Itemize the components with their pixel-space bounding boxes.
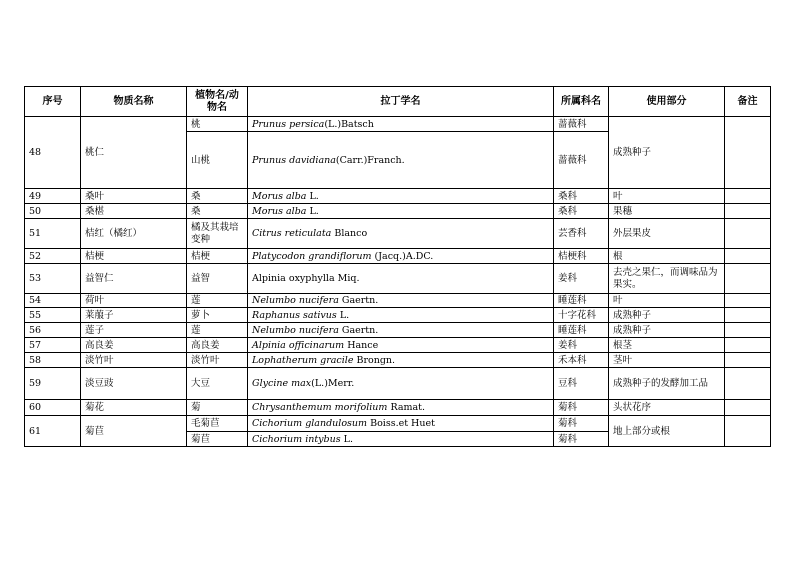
table-row (25, 294, 771, 308)
seq-cell: 60 (25, 400, 81, 416)
name-cell: 莲子 (81, 323, 187, 338)
plant-cell: 淡竹叶 (187, 353, 248, 368)
note-cell (725, 264, 771, 294)
family-cell: 菊科 (554, 400, 609, 416)
latin-genus-species: Cichorium intybus (252, 433, 341, 445)
family-cell: 桔梗科 (554, 249, 609, 264)
table-row (25, 264, 771, 294)
seq-cell: 50 (25, 204, 81, 219)
family-cell: 蔷薇科 (554, 117, 609, 132)
latin-genus-species: Chrysanthemum morifolium (252, 402, 388, 413)
header-seq: 序号 (25, 87, 81, 117)
latin-cell (248, 432, 554, 447)
latin-genus-species: Morus alba (252, 205, 307, 217)
latin-author: L. (306, 190, 319, 202)
name-cell: 莱菔子 (81, 308, 187, 323)
header-latin: 拉丁学名 (248, 87, 554, 117)
seq-cell: 52 (25, 249, 81, 264)
latin-cell (248, 264, 554, 294)
family-cell: 睡莲科 (554, 323, 609, 338)
table-body (25, 117, 771, 447)
latin-cell (248, 132, 554, 189)
part-cell: 叶 (609, 294, 725, 308)
table-row (25, 308, 771, 323)
family-cell: 睡莲科 (554, 294, 609, 308)
plant-cell: 橘及其栽培变种 (187, 219, 248, 249)
latin-genus-species: Glycine max (252, 378, 312, 389)
latin-genus-species: Alpinia officinarum (252, 339, 345, 351)
name-cell: 桔梗 (81, 249, 187, 264)
part-cell: 根 (609, 249, 725, 264)
latin-author: Gaertn. (338, 295, 379, 306)
note-cell (725, 294, 771, 308)
family-cell: 姜科 (554, 338, 609, 353)
part-cell: 成熟种子 (609, 323, 725, 338)
latin-author: Ramat. (387, 402, 425, 413)
seq-cell: 54 (25, 294, 81, 308)
family-cell: 菊科 (554, 416, 609, 432)
seq-cell: 48 (25, 117, 81, 189)
seq-cell: 55 (25, 308, 81, 323)
part-cell: 果穗 (609, 204, 725, 219)
note-cell (725, 204, 771, 219)
part-cell: 成熟种子的发酵加工品 (609, 368, 725, 400)
latin-genus-species: Nelumbo nucifera (252, 324, 339, 336)
plant-cell: 高良姜 (187, 338, 248, 353)
table-row (25, 416, 771, 432)
plant-cell: 桔梗 (187, 249, 248, 264)
latin-author: Alpinia oxyphylla Miq. (252, 273, 360, 284)
latin-genus-species: Platycodon grandiflorum (252, 250, 372, 262)
plant-cell: 山桃 (187, 132, 248, 189)
note-cell (725, 323, 771, 338)
name-cell: 桑叶 (81, 189, 187, 204)
latin-author: (Jacq.)A.DC. (371, 250, 434, 262)
name-cell: 淡竹叶 (81, 353, 187, 368)
plant-cell: 桃 (187, 117, 248, 132)
plant-cell: 莲 (187, 323, 248, 338)
part-cell: 去壳之果仁，而调味品为果实。 (609, 264, 725, 294)
latin-cell (248, 368, 554, 400)
seq-cell: 58 (25, 353, 81, 368)
table-row (25, 117, 771, 132)
header-row (25, 87, 771, 117)
latin-cell (248, 308, 554, 323)
plant-cell: 桑 (187, 189, 248, 204)
note-cell (725, 249, 771, 264)
latin-genus-species: Cichorium glandulosum (252, 418, 368, 429)
family-cell: 芸香科 (554, 219, 609, 249)
note-cell (725, 117, 771, 189)
note-cell (725, 400, 771, 416)
family-cell: 桑科 (554, 189, 609, 204)
note-cell (725, 338, 771, 353)
latin-cell (248, 219, 554, 249)
part-cell: 叶 (609, 189, 725, 204)
name-cell: 荷叶 (81, 294, 187, 308)
seq-cell: 61 (25, 416, 81, 447)
family-cell: 姜科 (554, 264, 609, 294)
substance-table (24, 86, 771, 447)
latin-cell (248, 294, 554, 308)
plant-cell: 桑 (187, 204, 248, 219)
latin-cell (248, 323, 554, 338)
plant-cell: 大豆 (187, 368, 248, 400)
latin-cell (248, 249, 554, 264)
latin-genus-species: Prunus davidiana (252, 154, 336, 166)
latin-genus-species: Citrus reticulata (252, 228, 332, 239)
family-cell: 十字花科 (554, 308, 609, 323)
latin-author: Boiss.et Huet (367, 418, 435, 429)
part-cell: 地上部分或根 (609, 416, 725, 447)
part-cell: 成熟种子 (609, 308, 725, 323)
plant-cell: 莲 (187, 294, 248, 308)
seq-cell: 51 (25, 219, 81, 249)
table-row (25, 249, 771, 264)
latin-genus-species: Nelumbo nucifera (252, 295, 339, 306)
latin-author: L. (336, 309, 350, 321)
name-cell: 菊苣 (81, 416, 187, 447)
name-cell: 高良姜 (81, 338, 187, 353)
plant-cell: 益智 (187, 264, 248, 294)
table-row (25, 338, 771, 353)
family-cell: 菊科 (554, 432, 609, 447)
note-cell (725, 353, 771, 368)
table-row (25, 323, 771, 338)
header-name: 物质名称 (81, 87, 187, 117)
seq-cell: 59 (25, 368, 81, 400)
family-cell: 桑科 (554, 204, 609, 219)
part-cell: 头状花序 (609, 400, 725, 416)
table-row (25, 353, 771, 368)
seq-cell: 56 (25, 323, 81, 338)
latin-cell (248, 416, 554, 432)
table-row (25, 219, 771, 249)
latin-author: L. (340, 433, 353, 445)
plant-cell: 毛菊苣 (187, 416, 248, 432)
latin-genus-species: Lophatherum gracile (252, 354, 354, 366)
header-part: 使用部分 (609, 87, 725, 117)
latin-author: Brongn. (353, 354, 396, 366)
name-cell: 菊花 (81, 400, 187, 416)
latin-author: Gaertn. (338, 324, 379, 336)
latin-cell (248, 204, 554, 219)
latin-author: (L.)Merr. (311, 378, 355, 389)
header-family: 所属科名 (554, 87, 609, 117)
header-note: 备注 (725, 87, 771, 117)
note-cell (725, 368, 771, 400)
latin-author: (Carr.)Franch. (335, 154, 405, 166)
latin-cell (248, 400, 554, 416)
seq-cell: 53 (25, 264, 81, 294)
family-cell: 禾本科 (554, 353, 609, 368)
table-row (25, 204, 771, 219)
seq-cell: 49 (25, 189, 81, 204)
part-cell: 茎叶 (609, 353, 725, 368)
name-cell: 淡豆豉 (81, 368, 187, 400)
latin-cell (248, 353, 554, 368)
latin-author: Blanco (331, 228, 368, 239)
note-cell (725, 308, 771, 323)
plant-cell: 菊 (187, 400, 248, 416)
latin-cell (248, 117, 554, 132)
family-cell: 豆科 (554, 368, 609, 400)
seq-cell: 57 (25, 338, 81, 353)
name-cell: 益智仁 (81, 264, 187, 294)
table-row (25, 189, 771, 204)
table-row (25, 400, 771, 416)
part-cell: 根茎 (609, 338, 725, 353)
latin-genus-species: Prunus persica (252, 118, 325, 130)
plant-cell: 菊苣 (187, 432, 248, 447)
latin-author: (L.)Batsch (324, 118, 374, 130)
name-cell: 桑椹 (81, 204, 187, 219)
plant-cell: 萝卜 (187, 308, 248, 323)
part-cell: 成熟种子 (609, 117, 725, 189)
latin-cell (248, 189, 554, 204)
header-plant: 植物名/动物名 (187, 87, 248, 117)
note-cell (725, 416, 771, 447)
note-cell (725, 189, 771, 204)
name-cell: 桃仁 (81, 117, 187, 189)
part-cell: 外层果皮 (609, 219, 725, 249)
name-cell: 桔红（橘红） (81, 219, 187, 249)
latin-genus-species: Morus alba (252, 190, 307, 202)
family-cell: 蔷薇科 (554, 132, 609, 189)
latin-genus-species: Raphanus sativus (252, 309, 337, 321)
latin-author: L. (306, 205, 319, 217)
table-row (25, 368, 771, 400)
latin-cell (248, 338, 554, 353)
latin-author: Hance (344, 339, 379, 351)
note-cell (725, 219, 771, 249)
